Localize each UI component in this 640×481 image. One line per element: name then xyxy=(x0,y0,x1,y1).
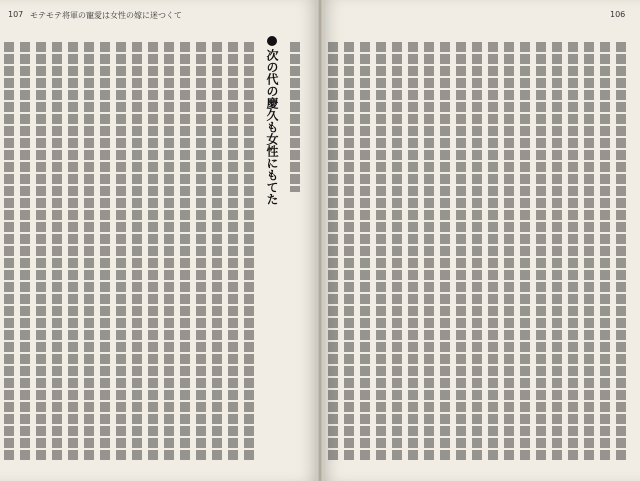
text-line xyxy=(228,42,238,462)
text-line xyxy=(68,42,78,462)
text-line xyxy=(290,42,300,192)
text-line xyxy=(100,42,110,462)
text-line xyxy=(440,42,450,462)
text-line xyxy=(360,42,370,462)
text-line xyxy=(472,42,482,462)
text-line xyxy=(408,42,418,462)
text-line xyxy=(536,42,546,462)
text-line xyxy=(584,42,594,462)
text-line xyxy=(392,42,402,462)
text-line xyxy=(344,42,354,462)
text-line xyxy=(456,42,466,462)
text-line xyxy=(488,42,498,462)
section-heading-text: 次の代の慶久も女性にもてた xyxy=(265,49,279,205)
right-page-number: 106 xyxy=(610,10,626,19)
text-line xyxy=(212,42,222,462)
text-line xyxy=(376,42,386,462)
text-line xyxy=(520,42,530,462)
text-line xyxy=(164,42,174,462)
left-running-head: モテモテ将軍の寵愛は女性の嫁に迷つくて xyxy=(30,11,182,20)
text-line xyxy=(148,42,158,462)
text-line xyxy=(424,42,434,462)
bullet-icon xyxy=(267,36,277,46)
text-line xyxy=(616,42,626,462)
text-line xyxy=(196,42,206,462)
text-line xyxy=(244,42,254,462)
left-page-number: 107 xyxy=(8,10,24,19)
text-line xyxy=(568,42,578,462)
text-line xyxy=(20,42,30,462)
text-line xyxy=(4,42,14,462)
text-line xyxy=(504,42,514,462)
text-line xyxy=(116,42,126,462)
text-line xyxy=(552,42,562,462)
text-line xyxy=(132,42,142,462)
text-line xyxy=(36,42,46,462)
text-line xyxy=(328,42,338,462)
text-line xyxy=(84,42,94,462)
section-heading xyxy=(264,36,281,236)
text-line xyxy=(600,42,610,462)
text-line xyxy=(180,42,190,462)
book-gutter xyxy=(317,0,323,481)
right-page xyxy=(320,0,640,481)
text-line xyxy=(52,42,62,462)
